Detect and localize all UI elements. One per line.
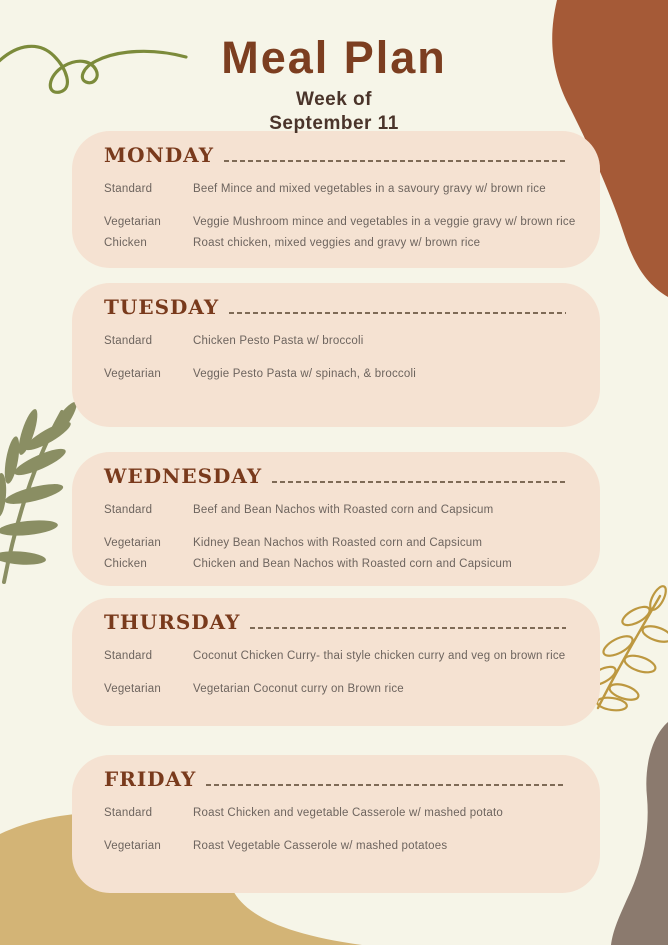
day-name: FRIDAY [104, 767, 197, 791]
meal-description: Roast Vegetable Casserole w/ mashed potatoes [193, 840, 448, 852]
dashed-divider [272, 481, 566, 483]
meal-row [104, 335, 570, 347]
meal-row [104, 237, 570, 249]
meal-type-label: Vegetarian [104, 216, 161, 228]
meal-row [104, 650, 570, 662]
meal-type-label: Chicken [104, 237, 147, 249]
dashed-divider [250, 627, 566, 629]
dashed-divider [206, 784, 566, 786]
page-title: Meal Plan [221, 32, 447, 83]
day-card-wednesday [72, 452, 600, 586]
meal-row [104, 558, 570, 570]
day-card-friday [72, 755, 600, 893]
meal-type-label: Standard [104, 504, 153, 516]
meal-description: Roast chicken, mixed veggies and gravy w/ brown rice [193, 237, 481, 249]
meal-row [104, 183, 570, 195]
day-name: MONDAY [104, 143, 214, 167]
taupe-blob [611, 722, 668, 945]
day-name: WEDNESDAY [104, 464, 263, 488]
meal-description: Chicken Pesto Pasta w/ broccoli [193, 335, 364, 347]
day-card-monday [72, 131, 600, 268]
subtitle-date: September 11 [269, 112, 399, 134]
meal-type-label: Standard [104, 807, 153, 819]
meal-description: Vegetarian Coconut curry on Brown rice [193, 683, 404, 695]
day-card-tuesday [72, 283, 600, 427]
meal-type-label: Standard [104, 650, 153, 662]
meal-description: Roast Chicken and vegetable Casserole w/ mashed potato [193, 807, 503, 819]
dashed-divider [224, 160, 566, 162]
meal-description: Beef Mince and mixed vegetables in a savoury gravy w/ brown rice [193, 183, 546, 195]
meal-type-label: Vegetarian [104, 537, 161, 549]
meal-description: Kidney Bean Nachos with Roasted corn and Capsicum [193, 537, 483, 549]
day-header [104, 610, 570, 634]
olive-frond-leaf [0, 399, 81, 582]
meal-type-label: Vegetarian [104, 683, 161, 695]
meal-row [104, 537, 570, 549]
meal-row [104, 840, 570, 852]
day-header [104, 295, 570, 319]
meal-row [104, 683, 570, 695]
meal-description: Chicken and Bean Nachos with Roasted corn and Capsicum [193, 558, 512, 570]
meal-description: Beef and Bean Nachos with Roasted corn and Capsicum [193, 504, 494, 516]
dashed-divider [229, 312, 566, 314]
meal-row [104, 504, 570, 516]
meal-description: Veggie Mushroom mince and vegetables in a veggie gravy w/ brown rice [193, 216, 576, 228]
day-header [104, 143, 570, 167]
meal-row [104, 216, 576, 228]
day-header [104, 464, 570, 488]
day-card-thursday [72, 598, 600, 726]
day-name: THURSDAY [104, 610, 241, 634]
meal-type-label: Standard [104, 183, 153, 195]
page-subtitle [0, 88, 668, 136]
day-header [104, 767, 570, 791]
day-name: TUESDAY [104, 295, 220, 319]
subtitle-week-of: Week of [295, 89, 372, 110]
meal-type-label: Vegetarian [104, 368, 161, 380]
meal-row [104, 807, 570, 819]
meal-row [104, 368, 570, 380]
meal-type-label: Chicken [104, 558, 147, 570]
header [0, 32, 668, 136]
meal-description: Veggie Pesto Pasta w/ spinach, & broccoli [193, 368, 416, 380]
meal-type-label: Vegetarian [104, 840, 161, 852]
meal-type-label: Standard [104, 335, 153, 347]
meal-description: Coconut Chicken Curry- thai style chicken curry and veg on brown rice [193, 650, 566, 662]
